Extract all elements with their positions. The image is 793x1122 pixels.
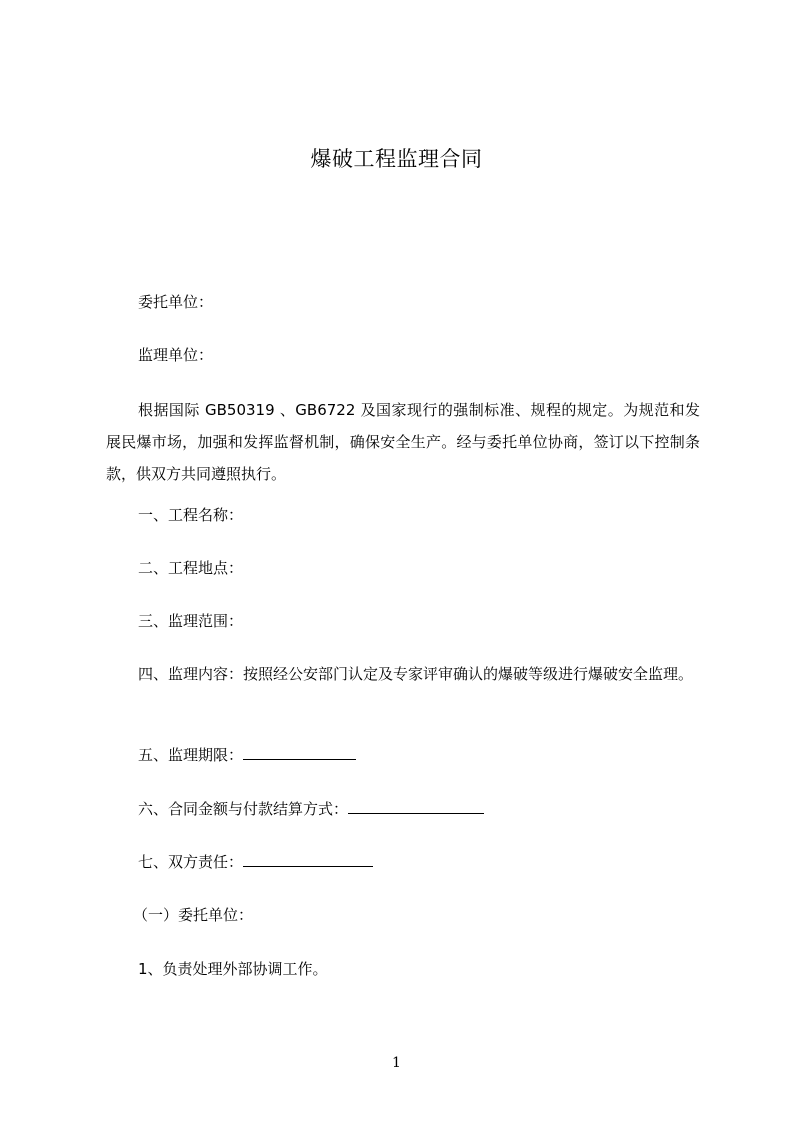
client-label: 委托单位：	[138, 293, 214, 311]
sub-client: （一）委托单位：	[133, 906, 254, 924]
supervisor-label: 监理单位：	[138, 346, 214, 364]
item-contract-amount	[138, 799, 484, 819]
sub-client-item-1: 1、负责处理外部协调工作。	[138, 960, 328, 978]
item-responsibilities	[138, 852, 373, 872]
item-supervision-scope: 三、监理范围：	[138, 612, 244, 630]
item-project-name: 一、工程名称：	[138, 506, 244, 524]
item-supervision-period-label: 五、监理期限：	[138, 746, 244, 764]
document-title: 爆破工程监理合同	[310, 147, 483, 171]
amount-blank	[348, 799, 484, 814]
item-contract-amount-label: 六、合同金额与付款结算方式：	[138, 800, 349, 818]
responsibilities-blank	[243, 852, 373, 867]
item-project-location: 二、工程地点：	[138, 559, 244, 577]
item-supervision-content: 四、监理内容：按照经公安部门认定及专家评审确认的爆破等级进行爆破安全监理。	[138, 665, 694, 683]
intro-paragraph: 根据国际 GB50319 、GB6722 及国家现行的强制标准、规程的规定。为规范和发展民爆市场，加强和发挥监督机制，确保安全生产。经与委托单位协商，签订以下控制条款，供双方共同遵照执行。	[106, 401, 700, 483]
period-blank	[243, 745, 356, 760]
page-number: 1	[392, 1055, 401, 1071]
item-responsibilities-label: 七、双方责任：	[138, 853, 244, 871]
item-supervision-period	[138, 745, 356, 765]
